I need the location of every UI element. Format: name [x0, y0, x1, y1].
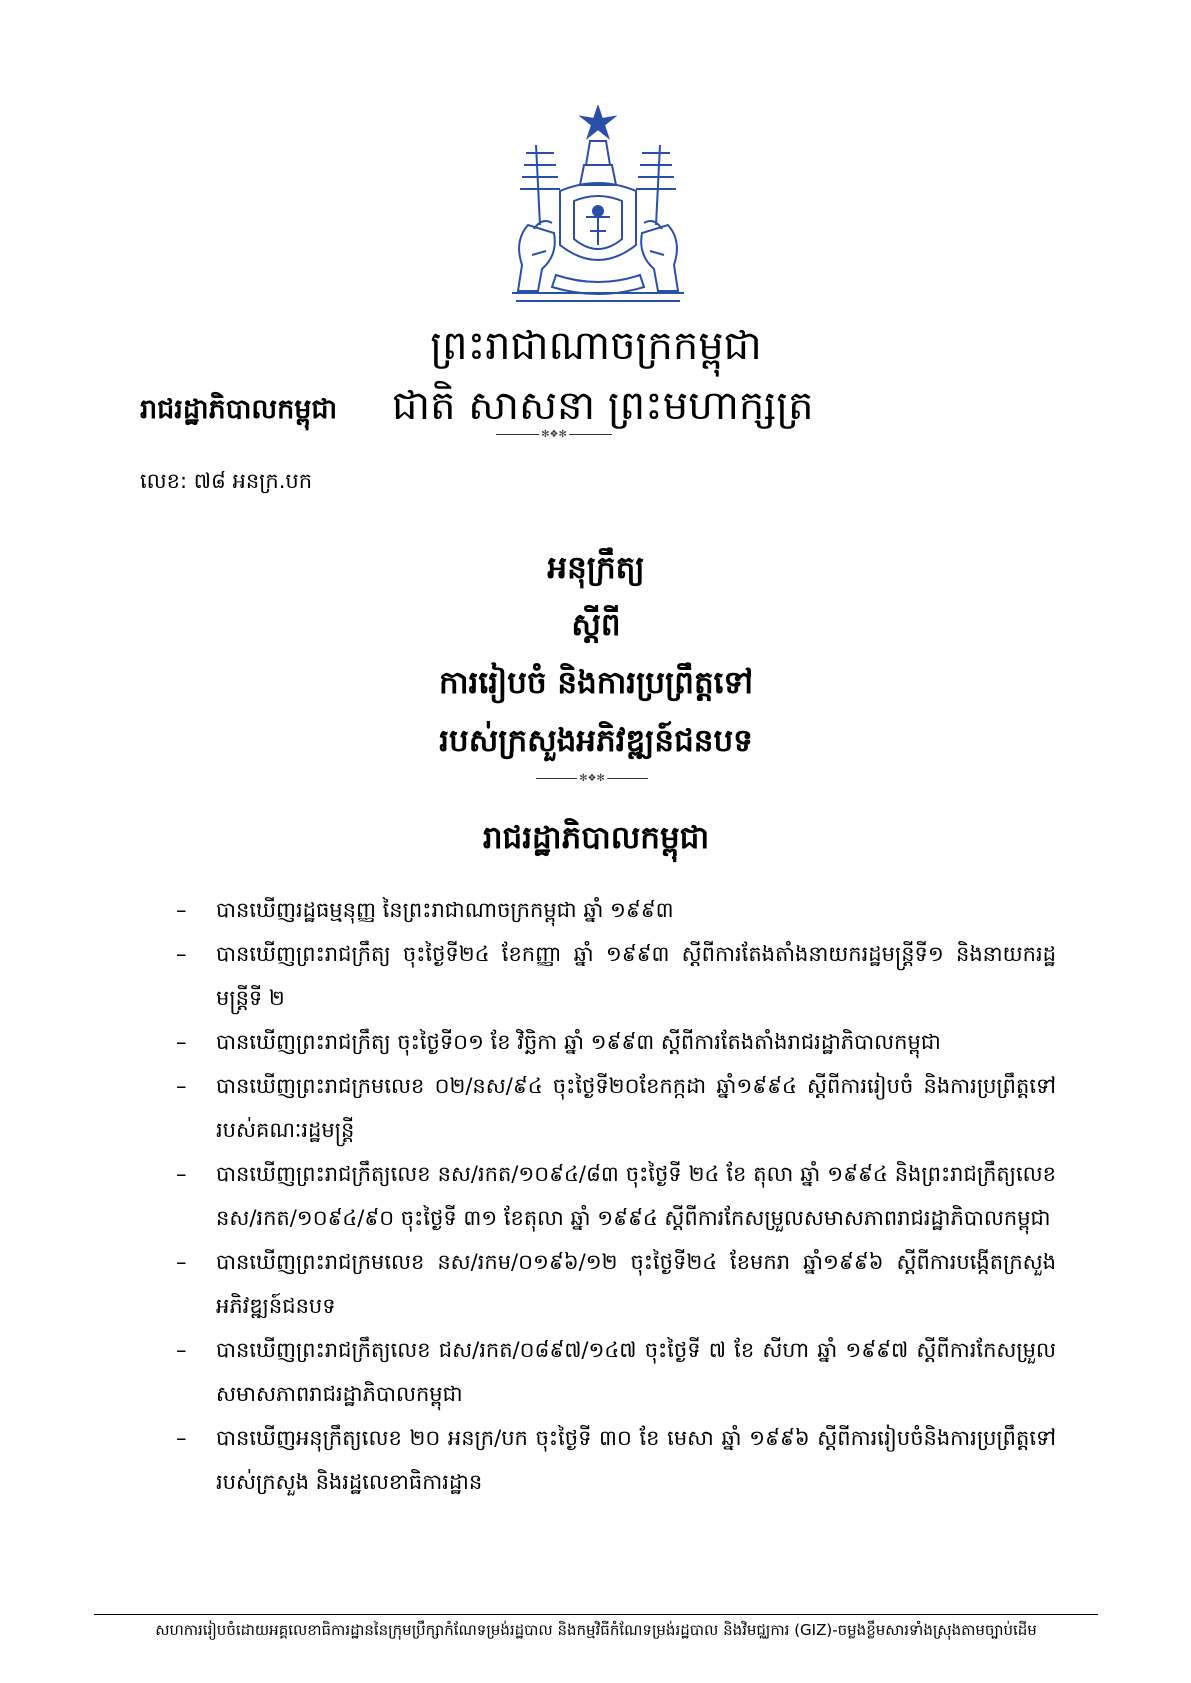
reference-number: លេខ: ៧៨ អនក្រ.បក: [140, 469, 313, 493]
list-item: [176, 932, 1056, 1020]
consideration-text: បានឃើញព្រះរាជក្រឹត្យ ចុះថ្ងៃទី០១ ខែ វិច្ឆិកា ឆ្នាំ ១៩៩៣ ស្តីពីការតែងតាំងរាជរដ្ឋាភិបាលកម្ពុជា: [216, 1030, 941, 1054]
header-ornament: [496, 429, 612, 441]
consideration-text: បានឃើញព្រះរាជក្រឹត្យលេខ ជស/រកត/០៨៩៧/១៤៧ ចុះថ្ងៃទី ៧ ខែ សីហា ឆ្នាំ ១៩៩៧ ស្តីពីការកែសម្រួលសមាសភាពរាជរដ្ឋាភិបាលកម្ពុជា: [216, 1338, 1056, 1406]
bullet-dash: –: [176, 1074, 187, 1098]
royal-coat-of-arms-icon: [498, 105, 698, 310]
bullet-dash: –: [176, 1030, 187, 1054]
national-motto: ជាតិ សាសនា ព្រះមហាក្សត្រ: [392, 383, 814, 429]
document-type: អនុក្រឹត្យ: [547, 550, 645, 586]
footer-note: សហការរៀបចំដោយអគ្គលេខាធិការដ្ឋាននៃក្រុមប្រឹក្សាកំណែទម្រង់រដ្ឋបាល និងកម្មវិធីកំណែទម្រង់រដ្ឋបាល និងវិមជ្ឈការ (GIZ)-ចម្លងខ្លឹមសារទាំងស្រុងតាមច្បាប់ដើម: [155, 1621, 1037, 1639]
issuer-heading: រាជរដ្ឋាភិបាលកម្ពុជា: [482, 820, 710, 856]
considerations-list: [176, 888, 1056, 1504]
ornament-knot-icon: ✻❖✻: [541, 429, 567, 440]
government-name: រាជរដ្ឋាភិបាលកម្ពុជា: [140, 394, 338, 425]
document-subject-line-2: របស់ក្រសួងអភិវឌ្ឍន៍ជនបទ: [439, 723, 753, 759]
consideration-text: បានឃើញរដ្ឋធម្មនុញ្ញ នៃព្រះរាជាណាចក្រកម្ពុជា ឆ្នាំ ១៩៩៣: [216, 898, 674, 922]
bullet-dash: –: [176, 1250, 187, 1274]
document-about: ស្តីពី: [571, 607, 621, 643]
bullet-dash: –: [176, 942, 187, 966]
list-item: [176, 1020, 1056, 1064]
bullet-dash: –: [176, 1162, 187, 1186]
bullet-dash: –: [176, 898, 187, 922]
list-item: [176, 1416, 1056, 1504]
consideration-text: បានឃើញព្រះរាជក្រមលេខ នស/រកម/០១៩៦/១២ ចុះថ្ងៃទី២៤ ខែមករា ឆ្នាំ១៩៩៦ ស្តីពីការបង្កើតក្រសួងអភិវឌ្ឍន៍ជនបទ: [216, 1250, 1056, 1318]
list-item: [176, 1064, 1056, 1152]
consideration-text: បានឃើញអនុក្រឹត្យលេខ ២០ អនក្រ/បក ចុះថ្ងៃទី ៣០ ខែ មេសា ឆ្នាំ ១៩៩៦ ស្តីពីការរៀបចំនិងការប្រព្រឹត្តទៅរបស់ក្រសួង និងរដ្ឋលេខាធិការដ្ឋាន: [216, 1426, 1056, 1494]
list-item: [176, 1240, 1056, 1328]
kingdom-name: ព្រះរាជាណាចក្រកម្ពុជា: [430, 323, 762, 369]
consideration-text: បានឃើញព្រះរាជក្រឹត្យ ចុះថ្ងៃទី២៤ ខែកញ្ញា ឆ្នាំ ១៩៩៣ ស្តីពីការតែងតាំងនាយករដ្ឋមន្ត្រីទី១ និងនាយករដ្ឋមន្ត្រីទី ២: [216, 942, 1056, 1010]
footer-rule: [94, 1614, 1098, 1615]
consideration-text: បានឃើញព្រះរាជក្រឹត្យលេខ នស/រកត/១០៩៤/៨៣ ចុះថ្ងៃទី ២៤ ខែ តុលា ឆ្នាំ ១៩៩៤ និងព្រះរាជក្រឹត្យលេខ នស/រកត/១០៩៤/៩០ ចុះថ្ងៃទី ៣១ ខែតុលា ឆ្នាំ ១៩៩៤ ស្តីពីការកែសម្រួលសមាសភាពរាជរដ្ឋាភិបាលកម្ពុជា: [216, 1162, 1056, 1230]
ornament-knot-icon: ✻❖✻: [579, 773, 605, 784]
bullet-dash: –: [176, 1338, 187, 1362]
title-ornament: [536, 773, 648, 785]
bullet-dash: –: [176, 1426, 187, 1450]
list-item: [176, 888, 1056, 932]
consideration-text: បានឃើញព្រះរាជក្រមលេខ ០២/នស/៩៤ ចុះថ្ងៃទី២០ខែកក្កដា ឆ្នាំ១៩៩៤ ស្តីពីការរៀបចំ និងការប្រព្រឹត្តទៅរបស់គណៈរដ្ឋមន្ត្រី: [216, 1074, 1056, 1142]
document-subject-line-1: ការរៀបចំ និងការប្រព្រឹត្តទៅ: [439, 665, 753, 701]
list-item: [176, 1328, 1056, 1416]
list-item: [176, 1152, 1056, 1240]
